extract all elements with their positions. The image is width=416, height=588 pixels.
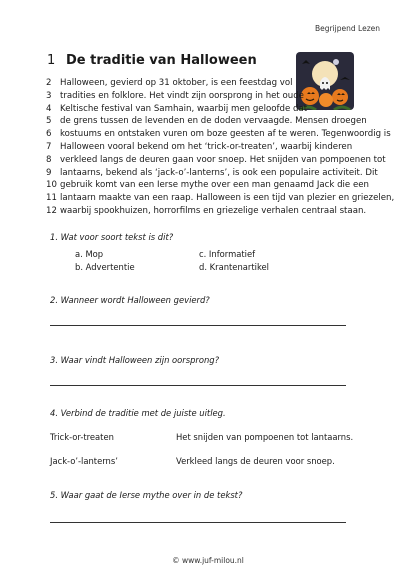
line-text: lantaarn maakte van een raap. Halloween is een tijd van plezier en griezelen, <box>60 193 395 204</box>
line-number: 2 <box>46 78 52 88</box>
question-3: 3. Waar vindt Halloween zijn oorsprong? <box>50 355 220 365</box>
header-label: Begrijpend Lezen <box>314 24 380 33</box>
text-line <box>46 205 394 218</box>
text-line <box>46 77 394 90</box>
line-number: 6 <box>46 129 52 140</box>
match-left-1[interactable]: Trick-or-treaten <box>50 432 114 442</box>
line-text: Halloween, gevierd op 31 oktober, is een feestdag vol <box>60 78 293 88</box>
text-line <box>46 192 394 205</box>
option-b[interactable]: b. Advertentie <box>75 262 135 272</box>
line-number: 7 <box>46 141 52 152</box>
answer-line-5[interactable] <box>50 522 346 523</box>
line-number: 5 <box>46 116 52 127</box>
text-line <box>46 167 394 180</box>
line-number: 3 <box>46 90 52 101</box>
line-text: Keltische festival van Samhain, waarbij men geloofde dat <box>60 103 308 114</box>
text-line <box>46 141 394 154</box>
line-text: waarbij spookhuizen, horrorfilms en griezelige verhalen centraal staan. <box>60 205 367 216</box>
option-c[interactable]: c. Informatief <box>199 249 256 259</box>
line-number: 12 <box>46 205 57 216</box>
line-text: kostuums en ontstaken vuren om boze geesten af te weren. Tegenwoordig is <box>60 129 391 140</box>
option-a[interactable]: a. Mop <box>75 249 104 259</box>
text-line <box>46 103 394 116</box>
title-line-number: 1 <box>47 53 56 68</box>
line-number: 9 <box>46 167 52 178</box>
footer-url: © www.juf-milou.nl <box>172 556 244 565</box>
reading-text <box>46 77 394 218</box>
line-text: tradities en folklore. Het vindt zijn oorsprong in het oude <box>60 90 304 101</box>
question-4: 4. Verbind de traditie met de juiste uitleg. <box>50 408 226 418</box>
line-text: gebruik komt van een Ierse mythe over een man genaamd Jack die een <box>60 180 369 191</box>
option-d[interactable]: d. Krantenartikel <box>199 262 269 272</box>
text-line <box>46 128 394 141</box>
text-line <box>46 90 394 103</box>
match-right-1[interactable]: Het snijden van pompoenen tot lantaarns. <box>176 432 354 442</box>
question-2: 2. Wanneer wordt Halloween gevierd? <box>50 295 210 305</box>
line-number: 10 <box>46 180 57 191</box>
text-line <box>46 179 394 192</box>
question-5: 5. Waar gaat de Ierse mythe over in de tekst? <box>50 490 243 500</box>
match-right-2[interactable]: Verkleed langs de deuren voor snoep. <box>176 456 335 466</box>
line-text: de grens tussen de levenden en de doden vervaagde. Mensen droegen <box>60 116 367 127</box>
text-line <box>46 115 394 128</box>
question-1: 1. Wat voor soort tekst is dit? <box>50 232 174 242</box>
answer-line-2[interactable] <box>50 325 346 326</box>
match-left-2[interactable]: Jack-o’-lanterns’ <box>50 456 118 466</box>
answer-line-3[interactable] <box>50 385 346 386</box>
page-title: De traditie van Halloween <box>66 53 257 68</box>
line-number: 4 <box>46 103 52 114</box>
text-line <box>46 154 394 167</box>
line-text: lantaarns, bekend als ‘jack-o’-lanterns’, is ook een populaire activiteit. Dit <box>60 167 378 178</box>
line-text: verkleed langs de deuren gaan voor snoep. Het snijden van pompoenen tot <box>60 154 386 165</box>
line-number: 11 <box>46 193 57 204</box>
line-text: Halloween vooral bekend om het ‘trick-or-treaten’, waarbij kinderen <box>60 141 353 152</box>
line-number: 8 <box>46 154 52 165</box>
